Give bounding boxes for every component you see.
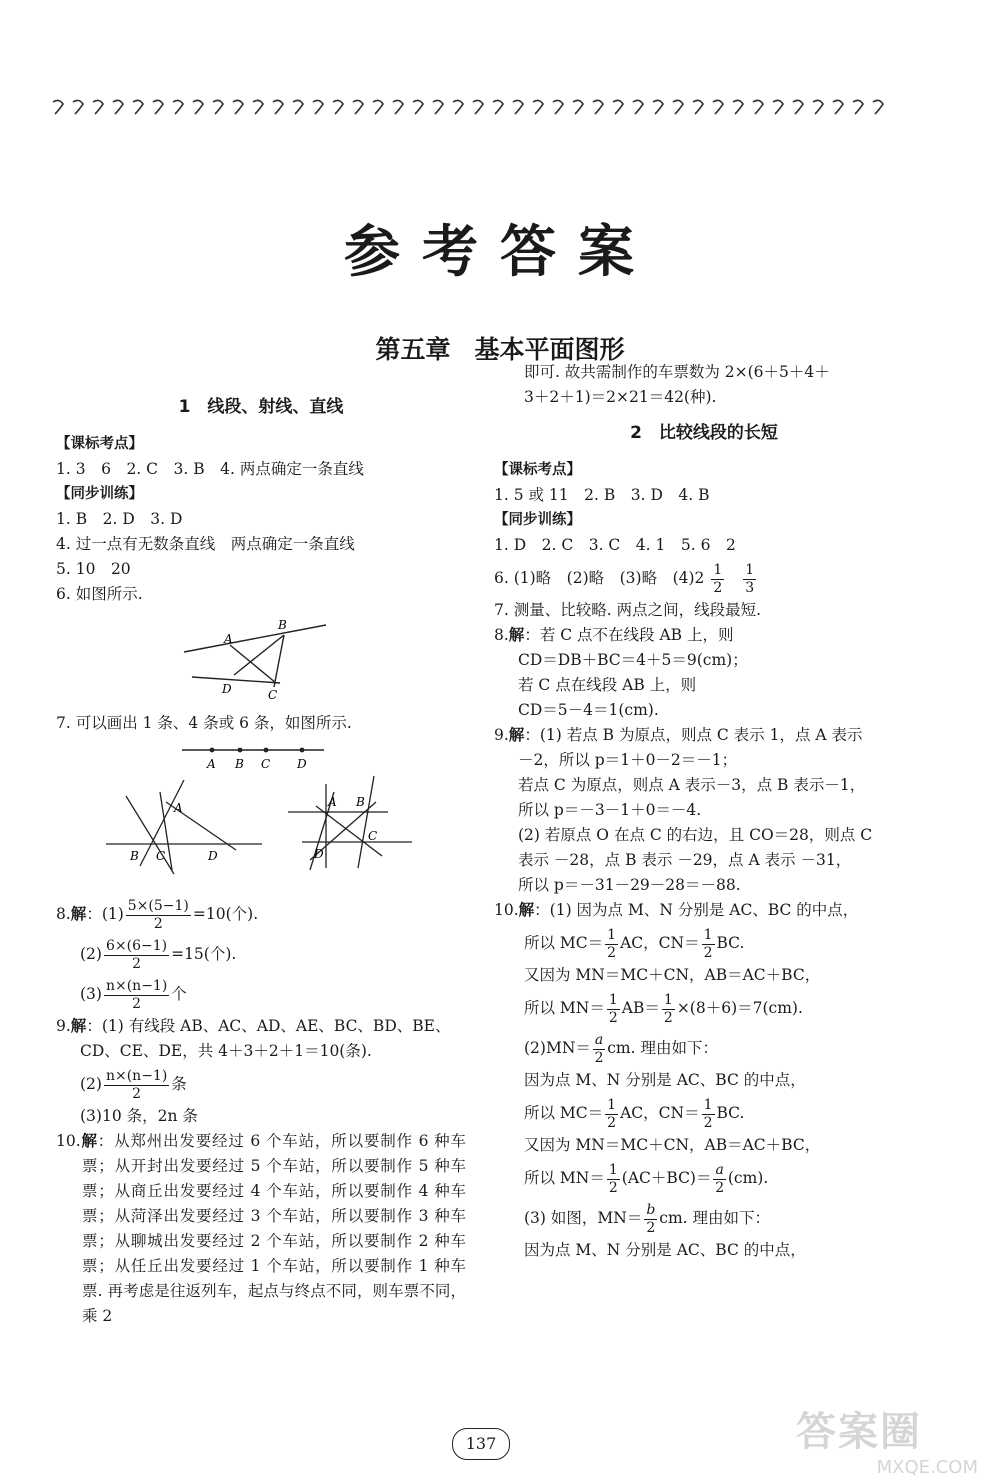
answer-line: 6. 如图所示. (56, 585, 143, 603)
answer-line-q8-3: (3) $\frac{n\times(n-1)}{2}$ 个 (80, 977, 187, 1012)
answer-line-q10-d: 所以 MN＝ $\frac{1}{2}$ AB＝ $\frac{1}{2}$ ×(8＋6)＝7(cm). (524, 991, 803, 1026)
figure-label: B (278, 618, 287, 632)
watermark-text: 答案圈 (796, 1409, 922, 1455)
figure-label: D (208, 849, 218, 863)
watermark-url: MXQE.COM (876, 1457, 978, 1478)
tag-tongbu-xunlian: 【同步训练】 (56, 486, 143, 502)
answer-line: (3)10 条，2n 条 (80, 1107, 198, 1125)
fraction: $\frac{1}{2}$ (663, 991, 673, 1026)
fraction: $\frac{1}{2}$ (703, 926, 713, 961)
fraction: $\frac{n\times(n-1)}{2}$ (105, 1067, 168, 1102)
answer-line: 若点 C 为原点，则点 A 表示－3，点 B 表示－1， (518, 776, 866, 794)
tag-tongbu-xunlian: 【同步训练】 (494, 512, 581, 528)
answer-line-q10-g: 所以 MC＝ $\frac{1}{2}$ AC，CN＝ $\frac{1}{2}$ BC. (524, 1096, 745, 1131)
left-column (56, 384, 466, 1329)
answer-line-q10: 10.解：(1) 因为点 M、N 分别是 AC、BC 的中点， (494, 901, 859, 919)
answer-line: 7. 测量、比较略. 两点之间，线段最短. (494, 601, 761, 619)
fraction: $\frac{1}{2}$ (607, 926, 617, 961)
answer-line: －2，所以 p＝1＋0－2＝－1； (518, 751, 738, 769)
answer-line-q9: 9.解：(1) 若点 B 为原点，则点 C 表示 1，点 A 表示 (494, 726, 863, 744)
answer-line-q10-b: 所以 MC＝ $\frac{1}{2}$ AC，CN＝ $\frac{1}{2}$ BC. (524, 926, 745, 961)
tag-kebiao-kaodian: 【课标考点】 (56, 436, 143, 452)
chapter-number: 第五章 (375, 335, 451, 364)
fraction: $\frac{6\times(6-1)}{2}$ (105, 937, 168, 972)
answer-line: (2) 若原点 O 在点 C 的右边，且 CO＝28，则点 C (518, 826, 873, 844)
page-number: 137 (452, 1428, 510, 1460)
figure-label: D (297, 757, 307, 771)
section-heading: 1 线段、射线、直线 (178, 397, 344, 417)
answer-line: 3＋2＋1)＝2×21＝42(种). (524, 388, 717, 406)
answer-line: 因为点 M、N 分别是 AC、BC 的中点， (524, 1241, 806, 1259)
fraction: $\frac{1}{2}$ (607, 1096, 617, 1131)
answer-line-q10-i: 所以 MN＝ $\frac{1}{2}$ (AC＋BC)＝ $\frac{a}{2}$ (cm). (524, 1161, 769, 1196)
figure-label: A (224, 632, 233, 646)
fraction: $\frac{1}{2}$ (608, 991, 618, 1026)
answer-paragraph-q10: 10.解：从郑州出发要经过 6 个车站，所以要制作 6 种车票；从开封出发要经过 5 个车站，所以要制作 5 种车票；从商丘出发要经过 4 个车站，所以要制作 4 种车票；从菏泽出发要经过 3 个车站，所以要制作 3 种车票；从聊城出发要经过 2 个车站，所以要制作 2 种车票；从任丘出发要经过 1 个车站，所以要制作 1 种车票. 再考虑是往返列车，起点与终点不同，则车票不同，乘 2 (56, 1132, 466, 1325)
figure-label: C (261, 757, 271, 771)
answer-line: CD＝DB＋BC＝4＋5＝9(cm)； (518, 651, 748, 669)
fraction: $\frac{1}{2}$ (608, 1161, 618, 1196)
figure-label: A (207, 757, 216, 771)
answer-line-q8: 8.解：若 C 点不在线段 AB 上，则 (494, 626, 734, 644)
answer-line: 1. 5 或 11 2. B 3. D 4. B (494, 486, 710, 504)
answer-line: 所以 p＝－3－1＋0＝－4. (518, 801, 702, 819)
figure-label: C (368, 829, 378, 843)
answer-line: 4. 过一点有无数条直线 两点确定一条直线 (56, 535, 355, 553)
page-title: 参考答案 (344, 220, 656, 285)
figure-label: A (328, 795, 337, 809)
figure-label: A (174, 801, 183, 815)
tag-kebiao-kaodian: 【课标考点】 (494, 462, 581, 478)
answer-line: 又因为 MN＝MC＋CN，AB＝AC＋BC， (524, 1136, 821, 1154)
answer-line-q9-2: (2) $\frac{n\times(n-1)}{2}$ 条 (80, 1067, 187, 1102)
fraction: $\frac{5\times(5-1)}{2}$ (127, 897, 189, 932)
fraction: $\frac{b}{2}$ (646, 1201, 656, 1236)
figure-label: B (130, 849, 139, 863)
answer-line: 1. D 2. C 3. C 4. 1 5. 6 2 (494, 536, 736, 554)
figure-label: C (156, 849, 166, 863)
answer-line-q10-e: (2)MN＝ $\frac{a}{2}$ cm. 理由如下： (524, 1031, 718, 1066)
right-column (494, 363, 914, 1263)
answer-line: CD、CE、DE，共 4＋3＋2＋1＝10(条). (80, 1042, 372, 1060)
fraction: $\frac{1}{2}$ (713, 561, 723, 596)
answer-line-q8-2: (2) $\frac{6\times(6-1)}{2}$ =15(个). (80, 937, 237, 972)
section-heading: 2 比较线段的长短 (630, 423, 778, 443)
figure-lines-abcd (56, 607, 466, 703)
chapter-name: 基本平面图形 (474, 335, 625, 364)
answer-line: 1. B 2. D 3. D (56, 510, 183, 528)
answer-line: CD＝5－4＝1(cm). (518, 701, 659, 719)
answer-line: 所以 p＝－31－29－28＝－88. (518, 876, 741, 894)
figure-label: C (268, 688, 278, 702)
answer-line: 又因为 MN＝MC＋CN，AB＝AC＋BC， (524, 966, 821, 984)
answer-line-q9: 9.解：(1) 有线段 AB、AC、AD、AE、BC、BD、BE、 (56, 1017, 451, 1035)
answer-line: 1. 3 6 2. C 3. B 4. 两点确定一条直线 (56, 460, 364, 478)
answer-line: 即可. 故共需制作的车票数为 2×(6＋5＋4＋ (524, 363, 830, 381)
answer-line: 5. 10 20 (56, 560, 131, 578)
spiral-binding-decoration (48, 96, 898, 118)
fraction: $\frac{a}{2}$ (715, 1161, 725, 1196)
figure-label: D (222, 682, 232, 696)
fraction: $\frac{a}{2}$ (594, 1031, 604, 1066)
fraction: $\frac{1}{3}$ (745, 561, 755, 596)
answer-line-q10-j: (3) 如图，MN＝ $\frac{b}{2}$ cm. 理由如下： (524, 1201, 771, 1236)
answer-line: 因为点 M、N 分别是 AC、BC 的中点， (524, 1071, 806, 1089)
answer-line: 若 C 点在线段 AB 上，则 (518, 676, 697, 694)
figure-line-variants (56, 736, 466, 886)
figure-label: B (356, 795, 365, 809)
figure-label: B (235, 757, 244, 771)
fraction: $\frac{1}{2}$ (703, 1096, 713, 1131)
watermark-logo (796, 1400, 986, 1478)
answer-line: 7. 可以画出 1 条、4 条或 6 条，如图所示. (56, 714, 352, 732)
answer-line-q8-1: 8.解：(1) $\frac{5\times(5-1)}{2}$ =10(个). (56, 897, 259, 932)
figure-label: D (314, 847, 324, 861)
answer-line: 表示 －28，点 B 表示 －29，点 A 表示 －31， (518, 851, 852, 869)
fraction: $\frac{n\times(n-1)}{2}$ (105, 977, 168, 1012)
answer-line-tb6: 6. (1)略 (2)略 (3)略 (4)2 $\frac{1}{2}$ $\frac{1}{3}$ (494, 561, 755, 596)
